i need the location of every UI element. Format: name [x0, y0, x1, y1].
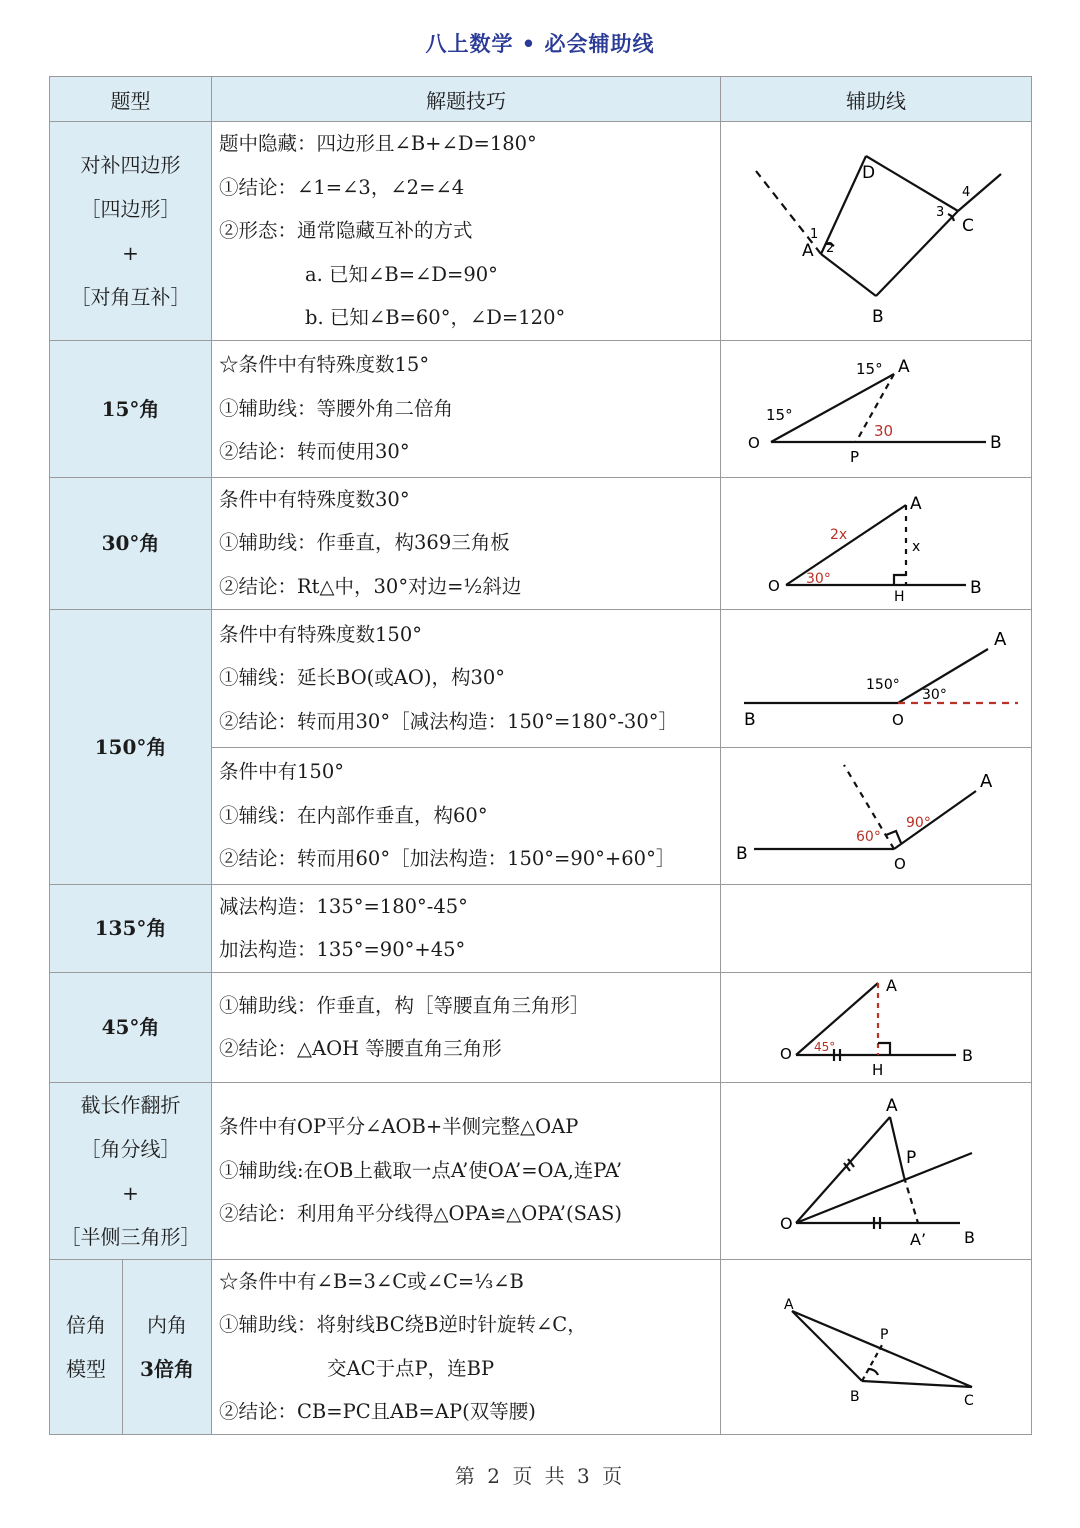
header-type: 题型: [50, 77, 212, 122]
label-60: 60°: [856, 828, 881, 845]
type-line: ［角分线］: [80, 1136, 181, 1161]
tech-line: ②结论：转而用30°［减法构造：150°=180°-30°］: [219, 709, 678, 733]
label-b: B: [962, 1046, 973, 1065]
figure-cell: [721, 1259, 1032, 1434]
label-angle-4: 4: [962, 184, 971, 200]
type-line: ［四边形］: [80, 196, 181, 221]
table-row: [50, 477, 1032, 609]
tech-line: a. 已知∠B=∠D=90°: [305, 262, 498, 286]
tech-line: ①辅线：延长BO(或AO)，构30°: [219, 666, 506, 690]
label-150: 150°: [866, 677, 900, 693]
quadrilateral-diagram: [726, 126, 1026, 336]
label-h: H: [872, 1061, 884, 1079]
type-cell: 15°角: [50, 340, 212, 477]
label-30: 30°: [922, 687, 947, 703]
technique-cell: [212, 1082, 721, 1259]
tech-line: ☆条件中有特殊度数15°: [219, 353, 430, 377]
type-cell-model: [50, 1259, 123, 1434]
label-angle-1: 1: [810, 226, 819, 242]
type-line: 模型: [66, 1356, 106, 1381]
tech-line: ①结论：∠1=∠3，∠2=∠4: [219, 175, 465, 199]
figure-cell: [721, 340, 1032, 477]
figure-cell: [721, 477, 1032, 609]
label-2x: 2x: [830, 527, 848, 543]
label-a: A: [980, 770, 993, 792]
technique-cell: [212, 477, 721, 609]
angle-30-diagram: [726, 481, 1026, 605]
tech-line: ①辅线：在内部作垂直，构60°: [219, 803, 488, 827]
tech-line: 条件中有150°: [219, 760, 344, 784]
type-cell: 30°角: [50, 477, 212, 609]
aux-line-table: [49, 76, 1032, 1435]
type-line: 3倍角: [140, 1356, 194, 1381]
tech-line: ①辅助线：作垂直，构369三角板: [219, 531, 510, 555]
tech-line: ②结论：转而使用30°: [219, 440, 410, 464]
label-o: O: [768, 577, 780, 595]
label-o: O: [894, 854, 906, 873]
angle-15-diagram: [726, 344, 1026, 474]
type-line: 内角: [147, 1312, 187, 1337]
type-line: +: [122, 1180, 139, 1205]
technique-cell: [212, 609, 721, 747]
label-b: B: [872, 306, 884, 327]
label-d: D: [862, 162, 876, 183]
tech-line: ②形态：通常隐藏互补的方式: [219, 219, 473, 242]
label-o: O: [748, 433, 760, 452]
figure-cell: [721, 609, 1032, 747]
label-angle-3: 3: [936, 204, 945, 220]
technique-cell: [212, 1259, 721, 1434]
label-a: A: [784, 1296, 794, 1313]
tech-line: ☆条件中有∠B=3∠C或∠C=⅓∠B: [219, 1269, 524, 1293]
technique-cell: [212, 747, 721, 884]
table-row: [50, 609, 1032, 747]
tech-line: 交AC于点P，连BP: [327, 1356, 495, 1380]
label-b: B: [964, 1227, 975, 1247]
type-line: 截长作翻折: [80, 1092, 181, 1117]
tech-line: ②结论：CB=PC且AB=AP(双等腰): [219, 1400, 536, 1423]
tech-line: 条件中有特殊度数30°: [219, 487, 410, 511]
label-b: B: [970, 578, 982, 598]
tech-line: ①辅助线:在OB上截取一点A’使OA’=OA,连PA’: [219, 1158, 623, 1182]
label-b: B: [744, 710, 756, 730]
label-p: P: [880, 1326, 889, 1343]
header-figure: 辅助线: [721, 77, 1032, 122]
label-angle-2: 2: [826, 240, 835, 256]
figure-cell: [721, 972, 1032, 1082]
angle-150-subtract-diagram: [726, 613, 1026, 743]
label-o: O: [780, 1213, 793, 1233]
label-h: H: [894, 589, 905, 605]
table-row: [50, 1082, 1032, 1259]
label-45: 45°: [814, 1040, 836, 1054]
triple-angle-diagram: [726, 1263, 1026, 1431]
header-technique: 解题技巧: [212, 77, 721, 122]
type-cell: [50, 122, 212, 341]
angle-bisector-fold-diagram: [726, 1087, 1026, 1255]
type-cell: 150°角: [50, 609, 212, 884]
type-cell: [50, 1082, 212, 1259]
label-15b: 15°: [856, 359, 883, 378]
label-a: A: [886, 1095, 898, 1116]
label-b: B: [736, 843, 748, 864]
figure-cell: [721, 747, 1032, 884]
figure-cell: [721, 122, 1032, 341]
label-a: A: [910, 494, 922, 514]
label-15a: 15°: [766, 405, 793, 424]
label-c: C: [962, 215, 974, 236]
tech-line: ②结论：Rt△中，30°对边=½斜边: [219, 574, 522, 598]
type-cell: 45°角: [50, 972, 212, 1082]
technique-cell: [212, 122, 721, 341]
label-p: P: [850, 447, 860, 466]
angle-150-add-diagram: [726, 751, 1026, 881]
table-row: [50, 122, 1032, 341]
type-line: ［对角互补］: [70, 284, 191, 309]
label-a: A: [898, 356, 910, 377]
label-b: B: [850, 1388, 860, 1405]
table-row: [50, 884, 1032, 972]
tech-line: ①辅助线：作垂直，构［等腰直角三角形］: [219, 993, 590, 1017]
label-p: P: [906, 1147, 917, 1168]
figure-cell: [721, 884, 1032, 972]
technique-cell: [212, 972, 721, 1082]
tech-line: ①辅助线：等腰外角二倍角: [219, 396, 454, 420]
tech-line: ①辅助线：将射线BC绕B逆时针旋转∠C，: [219, 1313, 587, 1336]
tech-line: 加法构造：135°=90°+45°: [219, 938, 466, 961]
technique-cell: [212, 340, 721, 477]
label-b: B: [990, 432, 1002, 453]
type-cell: 135°角: [50, 884, 212, 972]
tech-line: b. 已知∠B=60°，∠D=120°: [305, 306, 566, 329]
table-row: [50, 1259, 1032, 1434]
tech-line: 条件中有特殊度数150°: [219, 622, 422, 646]
type-cell-submodel: [123, 1259, 212, 1434]
technique-cell: [212, 884, 721, 972]
page-footer: 第 2 页 共 3 页: [454, 1464, 626, 1488]
label-90: 90°: [906, 814, 931, 831]
table-row: [50, 340, 1032, 477]
tech-line: 题中隐藏：四边形且∠B+∠D=180°: [219, 132, 537, 155]
label-30: 30°: [806, 571, 831, 587]
page-title: 八上数学 • 必会辅助线: [425, 32, 655, 56]
tech-line: 减法构造：135°=180°-45°: [219, 894, 468, 918]
label-a: A: [802, 240, 814, 261]
table-row: [50, 972, 1032, 1082]
type-line: 对补四边形: [80, 152, 181, 177]
angle-45-diagram: [726, 975, 1026, 1079]
label-x: x: [912, 539, 921, 555]
type-line: +: [122, 240, 139, 265]
figure-cell: [721, 1082, 1032, 1259]
tech-line: ②结论：△AOH 等腰直角三角形: [219, 1037, 502, 1060]
label-30: 30: [874, 421, 894, 440]
type-line: 倍角: [66, 1312, 106, 1337]
tech-line: 条件中有OP平分∠AOB+半侧完整△OAP: [219, 1115, 579, 1139]
tech-line: ②结论：转而用60°［加法构造：150°=90°+60°］: [219, 847, 676, 871]
label-o: O: [892, 711, 904, 729]
label-o: O: [780, 1045, 792, 1063]
tech-line: ②结论：利用角平分线得△OPA≌△OPA’(SAS): [219, 1202, 622, 1226]
label-a: A: [886, 976, 897, 995]
label-a: A: [994, 629, 1007, 650]
type-line: ［半侧三角形］: [60, 1224, 201, 1249]
label-a-prime: A’: [910, 1229, 927, 1249]
label-c: C: [964, 1392, 974, 1409]
